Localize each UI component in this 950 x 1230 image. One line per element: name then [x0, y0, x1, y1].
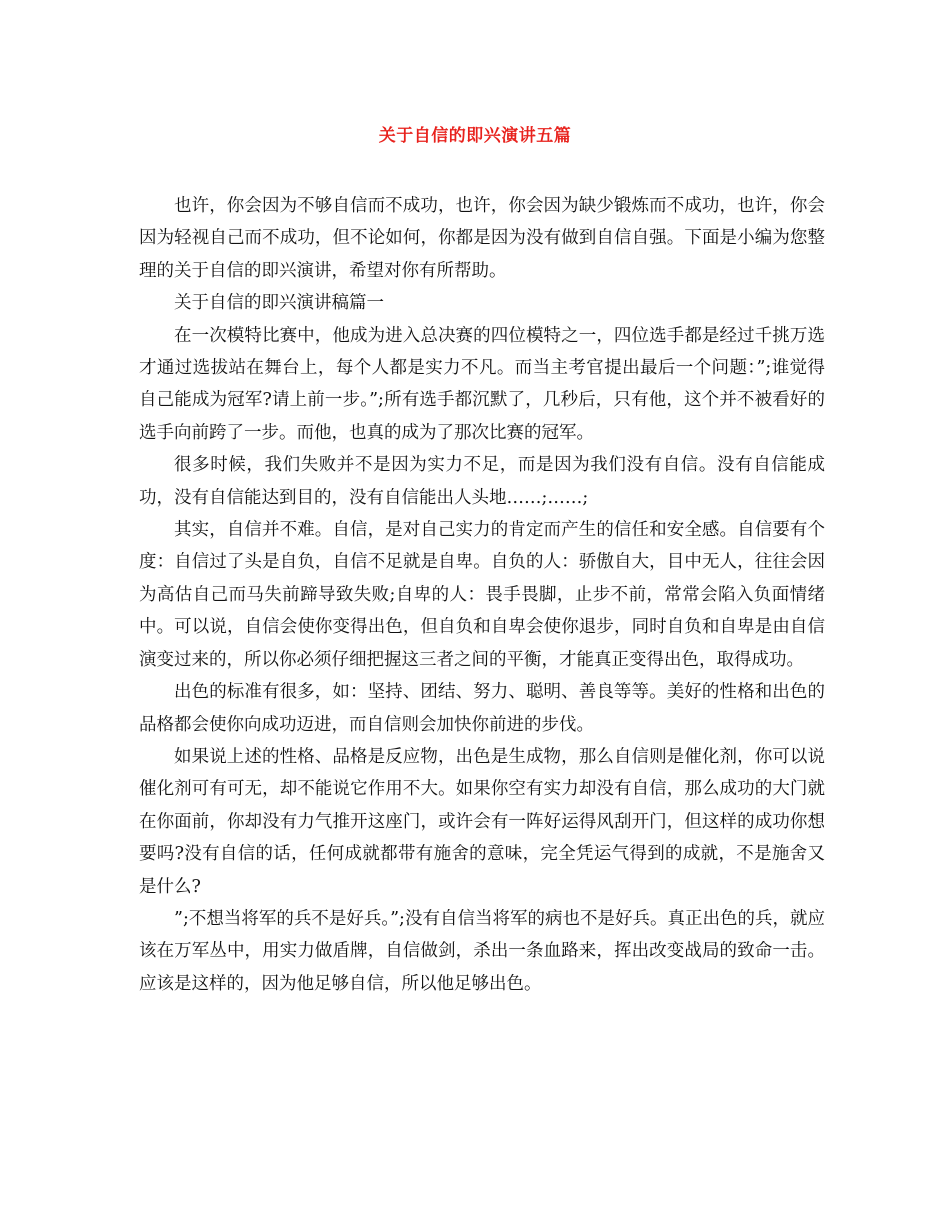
body-paragraph: 如果说上述的性格、品格是反应物，出色是生成物，那么自信则是催化剂，你可以说催化剂可有可无，却不能说它作用不大。如果你空有实力却没有自信，那么成功的大门就在你面前，你却没有力气推开这座门，或许会有一阵好运得风刮开门，但这样的成功你想要吗?没有自信的话，任何成就都带有施舍的意味，完全凭运气得到的成就，不是施舍又是什么?: [139, 746, 825, 897]
body-paragraph: 很多时候，我们失败并不是因为实力不足，而是因为我们没有自信。没有自信能成功，没有自信能达到目的，没有自信能出人头地……;……;: [139, 455, 825, 508]
body-paragraph: 其实，自信并不难。自信，是对自己实力的肯定而产生的信任和安全感。自信要有个度：自信过了头是自负，自信不足就是自卑。自负的人：骄傲自大，目中无人，往往会因为高估自己而马失前蹄导致失败;自卑的人：畏手畏脚，止步不前，常常会陷入负面情绪中。可以说，自信会使你变得出色，但自负和自卑会使你退步，同时自负和自卑是由自信演变过来的，所以你必须仔细把握这三者之间的平衡，才能真正变得出色，取得成功。: [139, 520, 825, 670]
body-paragraph: 在一次模特比赛中，他成为进入总决赛的四位模特之一，四位选手都是经过千挑万选才通过选拔站在舞台上，每个人都是实力不凡。而当主考官提出最后一个问题：”;谁觉得自己能成为冠军?请上前一步。”;所有选手都沉默了，几秒后，只有他，这个并不被看好的选手向前跨了一步。而他，也真的成为了那次比赛的冠军。: [139, 325, 825, 443]
intro-paragraph: 也许，你会因为不够自信而不成功，也许，你会因为缺少锻炼而不成功，也许，你会因为轻视自己而不成功，但不论如何，你都是因为没有做到自信自强。下面是小编为您整理的关于自信的即兴演讲，希望对你有所帮助。: [139, 196, 825, 281]
document-body: [139, 190, 825, 1000]
document-title: 关于自信的即兴演讲五篇: [378, 126, 572, 146]
body-paragraph: ”;不想当将军的兵不是好兵。”;没有自信当将军的病也不是好兵。真正出色的兵，就应该在万军丛中，用实力做盾牌，自信做剑，杀出一条血路来，挥出改变战局的致命一击。应该是这样的，因为他足够自信，所以他足够出色。: [139, 908, 825, 994]
section-heading: 关于自信的即兴演讲稿篇一: [174, 293, 384, 314]
body-paragraph: 出色的标准有很多，如：坚持、团结、努力、聪明、善良等等。美好的性格和出色的品格都会使你向成功迈进，而自信则会加快你前进的步伐。: [139, 682, 825, 735]
